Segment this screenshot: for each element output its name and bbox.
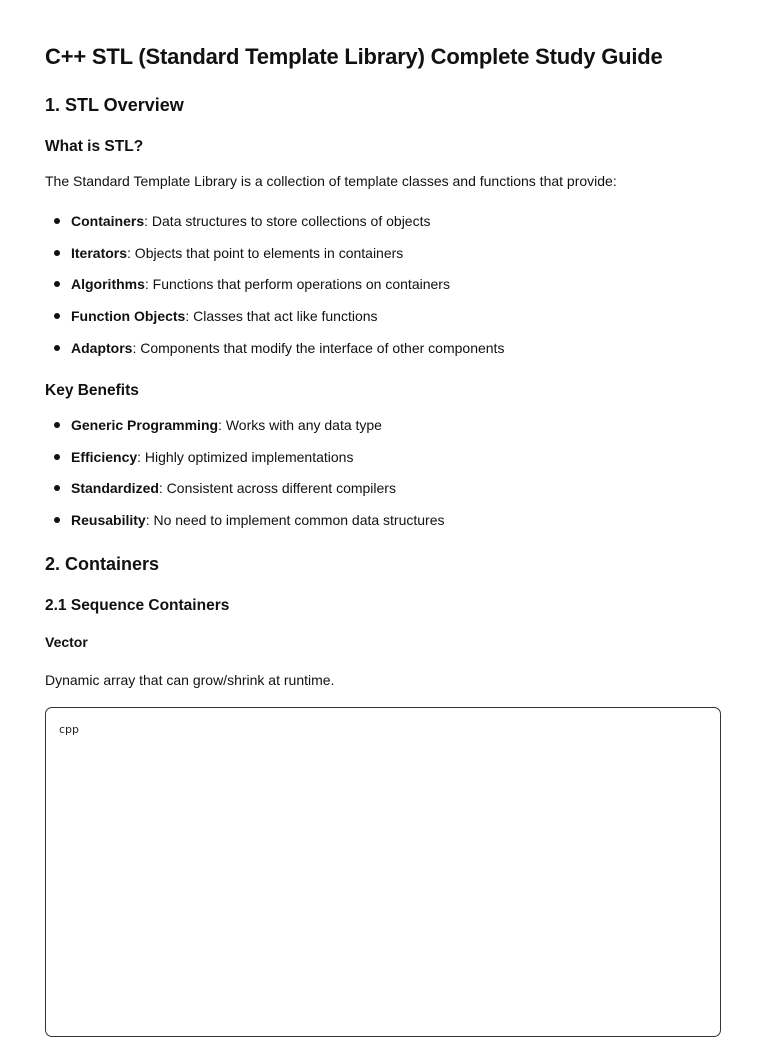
list-item-term: Iterators xyxy=(71,244,128,261)
list-item-desc: : Objects that point to elements in containers xyxy=(127,244,404,261)
subheading-what-is-stl: What is STL? xyxy=(45,138,144,155)
page-title: C++ STL (Standard Template Library) Complete Study Guide xyxy=(45,44,663,69)
list-item xyxy=(45,511,445,543)
list-item-desc: : No need to implement common data structures xyxy=(145,512,445,529)
list-item-desc: : Classes that act like functions xyxy=(185,308,378,325)
subheading-key-benefits: Key Benefits xyxy=(45,382,139,399)
list-item xyxy=(45,307,504,339)
subheading-vector: Vector xyxy=(45,634,88,650)
list-item-desc: : Consistent across different compilers xyxy=(158,480,396,497)
key-benefits-list xyxy=(45,416,445,543)
list-item xyxy=(45,416,445,448)
list-item-term: Efficiency xyxy=(71,448,138,465)
list-item xyxy=(45,275,504,307)
code-language-label: cpp xyxy=(59,723,80,736)
list-item-desc: : Works with any data type xyxy=(218,417,382,433)
list-item xyxy=(45,339,504,371)
list-item-desc: : Data structures to store collections of objects xyxy=(144,213,431,229)
stl-components-list xyxy=(45,212,504,370)
list-item-desc: : Functions that perform operations on containers xyxy=(144,276,450,293)
list-item-term: Reusability xyxy=(71,512,146,529)
list-item-term: Generic Programming xyxy=(71,417,219,433)
list-item-term: Function Objects xyxy=(71,308,186,325)
list-item-desc: : Components that modify the interface of other components xyxy=(132,339,505,356)
list-item-term: Algorithms xyxy=(71,276,145,293)
list-item-desc: : Highly optimized implementations xyxy=(137,448,354,465)
list-item-term: Standardized xyxy=(71,480,159,497)
code-block[interactable] xyxy=(45,707,721,1037)
list-item xyxy=(45,244,504,276)
list-item xyxy=(45,479,445,511)
list-item-term: Adaptors xyxy=(71,339,133,356)
section-heading-stl-overview: 1. STL Overview xyxy=(45,95,184,115)
section-heading-containers: 2. Containers xyxy=(45,554,160,574)
stl-intro-paragraph: The Standard Template Library is a collection of template classes and functions that provide: xyxy=(45,173,617,189)
list-item-term: Containers xyxy=(71,213,145,229)
vector-description: Dynamic array that can grow/shrink at runtime. xyxy=(45,672,335,688)
list-item xyxy=(45,212,504,244)
subheading-sequence-containers: 2.1 Sequence Containers xyxy=(45,597,230,614)
list-item xyxy=(45,448,445,480)
